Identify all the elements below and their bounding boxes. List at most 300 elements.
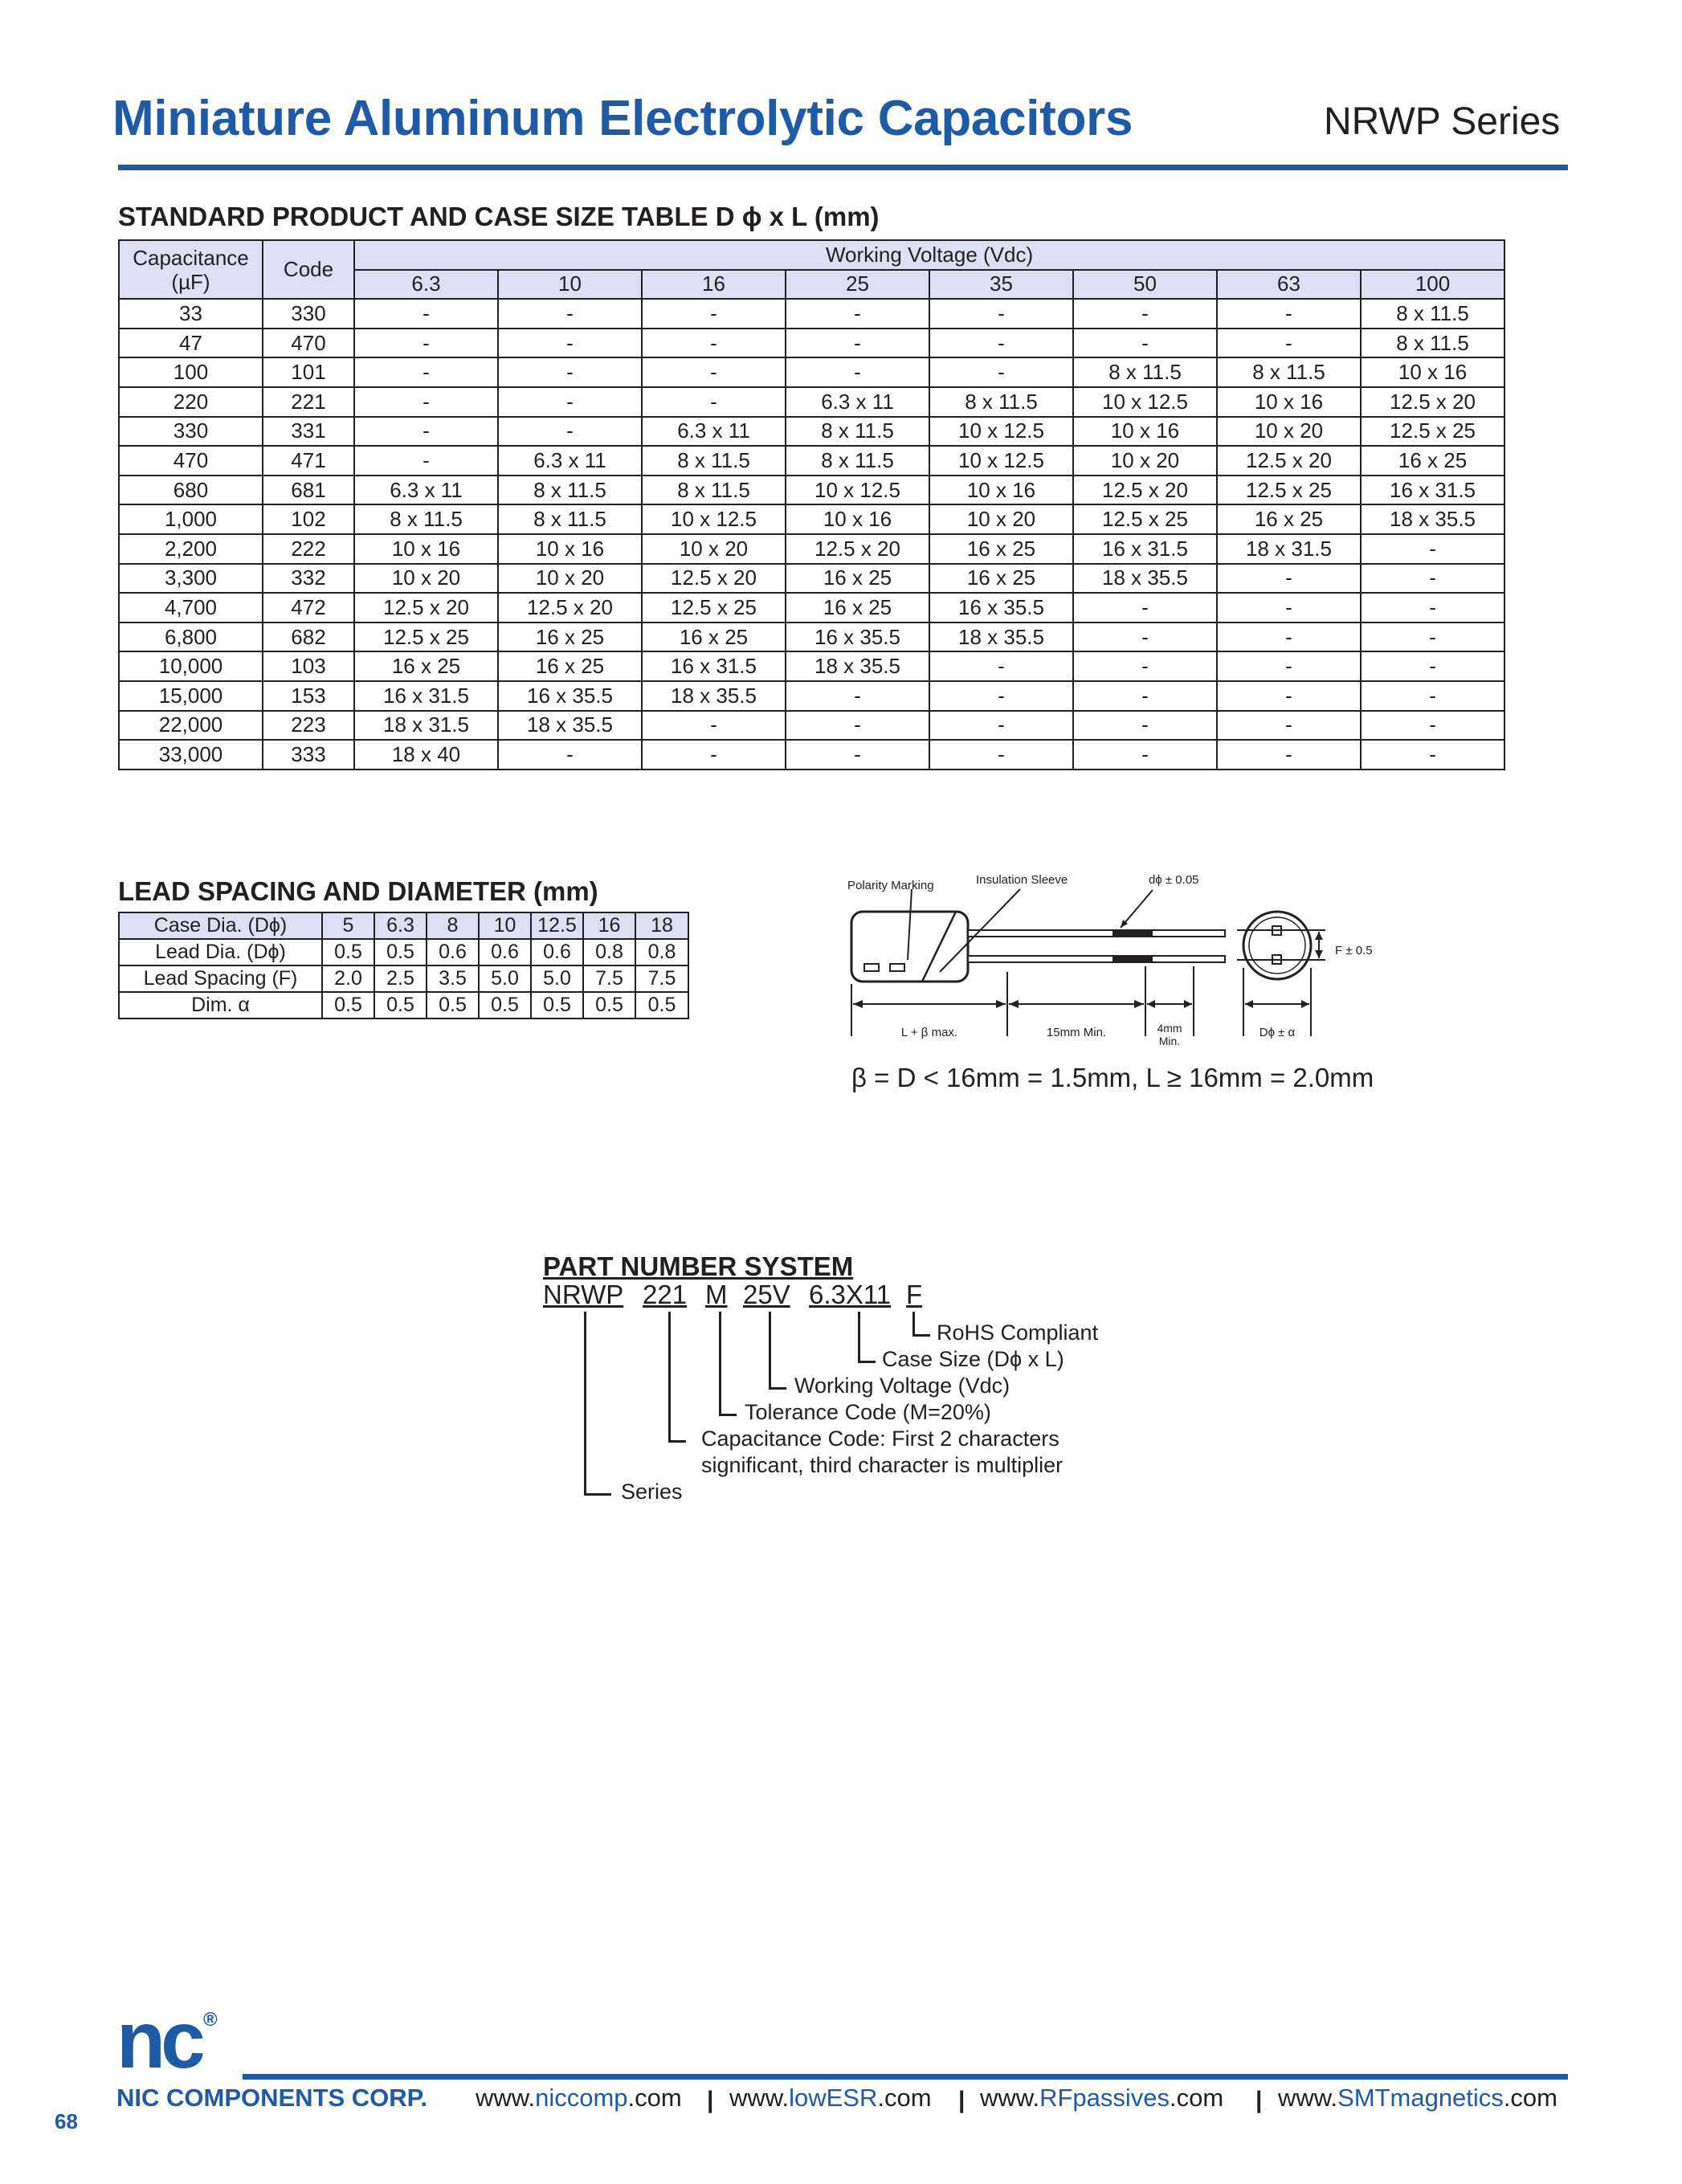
table-row [119, 593, 1504, 623]
part-number-heading: PART NUMBER SYSTEM [543, 1251, 854, 1281]
case-size-cell: - [929, 357, 1073, 387]
case-size-cell: 16 x 25 [929, 564, 1073, 594]
series-description: Series [621, 1480, 683, 1504]
end-view-circle [1243, 912, 1311, 979]
lead-value-cell: 7.5 [635, 965, 688, 992]
lead-table-body [119, 912, 688, 1019]
case-size-cell: - [786, 329, 929, 358]
voltage-header: 35 [929, 270, 1073, 300]
case-size-cell: - [498, 740, 642, 770]
case-size-cell: - [1217, 651, 1361, 681]
case-size-cell: 16 x 35.5 [786, 623, 929, 652]
lead-value-cell: 18 [635, 912, 688, 939]
case-size-cell: - [1073, 593, 1217, 623]
page-title: Miniature Aluminum Electrolytic Capacitors [112, 91, 1133, 146]
case-size-cell: 16 x 31.5 [642, 651, 786, 681]
column-header-code: Code [263, 240, 354, 299]
capacitance-cell: 330 [119, 417, 263, 447]
case-size-cell: - [929, 651, 1073, 681]
case-size-cell: 12.5 x 20 [1073, 476, 1217, 505]
title-divider [118, 165, 1568, 170]
case-size-cell: 10 x 16 [929, 476, 1073, 505]
tree-line [769, 1312, 771, 1389]
voltage-header: 63 [1217, 270, 1361, 300]
case-size-cell: 10 x 12.5 [929, 417, 1073, 447]
lead-value-cell: 0.5 [635, 992, 688, 1019]
capacitance-cell: 4,700 [119, 593, 263, 623]
case-size-cell: - [354, 387, 498, 417]
table-row [119, 711, 1504, 741]
case-size-cell: 10 x 12.5 [786, 476, 929, 505]
voltage-header: 16 [642, 270, 786, 300]
case-size-cell: 18 x 35.5 [1073, 564, 1217, 594]
capacitance-cell: 47 [119, 329, 263, 358]
case-size-cell: 8 x 11.5 [498, 476, 642, 505]
dim-label-4mm-min: Min. [1158, 1035, 1181, 1047]
dim-arrow [1184, 1000, 1192, 1008]
nic-logo [116, 2006, 225, 2071]
code-cell: 682 [263, 623, 354, 652]
case-size-cell: - [1361, 740, 1504, 770]
case-size-cell: 8 x 11.5 [1073, 357, 1217, 387]
column-header-working-voltage: Working Voltage (Vdc) [354, 240, 1504, 270]
lead-band-bottom [1112, 956, 1153, 962]
case-size-cell: - [1073, 681, 1217, 711]
tree-line [584, 1312, 586, 1495]
case-size-cell: 10 x 16 [786, 504, 929, 534]
case-size-cell: - [929, 299, 1073, 329]
case-size-cell: - [1073, 740, 1217, 770]
case-size-cell: - [498, 299, 642, 329]
voltage-header: 100 [1361, 270, 1504, 300]
lead-value-cell: 5 [322, 912, 374, 939]
case-size-cell: - [786, 740, 929, 770]
lead-value-cell: 0.5 [322, 939, 374, 965]
page-number: 68 [55, 2109, 78, 2133]
case-size-description: Case Size (Dϕ x L) [882, 1347, 1064, 1371]
tree-line [668, 1440, 686, 1443]
d-alpha-label: Dϕ ± α [1259, 1026, 1296, 1039]
case-size-cell: 8 x 11.5 [498, 504, 642, 534]
working-voltage-description: Working Voltage (Vdc) [794, 1374, 1010, 1398]
case-size-cell: - [354, 329, 498, 358]
case-size-cell: 10 x 16 [1361, 357, 1504, 387]
case-size-cell: - [1361, 534, 1504, 564]
case-size-cell: - [1217, 711, 1361, 741]
case-size-cell: 16 x 25 [1217, 504, 1361, 534]
table-row [119, 504, 1504, 534]
url-highlight: niccomp [535, 2084, 628, 2112]
url-suffix: .com [627, 2084, 682, 2112]
case-size-cell: - [1217, 299, 1361, 329]
case-size-cell: - [354, 446, 498, 476]
case-size-cell: 12.5 x 25 [1217, 476, 1361, 505]
tree-line [912, 1312, 915, 1336]
lead-value-cell: 2.0 [322, 965, 374, 992]
lead-table-heading: LEAD SPACING AND DIAMETER (mm) [118, 876, 598, 906]
column-header-capacitance: Capacitance (µF) [119, 240, 263, 299]
voltage-header: 25 [786, 270, 929, 300]
logo-text: nc [116, 2006, 201, 2071]
capacitance-cell: 470 [119, 446, 263, 476]
lead-value-cell: 8 [427, 912, 479, 939]
tolerance-description: Tolerance Code (M=20%) [745, 1400, 991, 1424]
case-size-cell: 8 x 11.5 [786, 446, 929, 476]
lead-value-cell: 0.5 [583, 992, 635, 1019]
case-size-cell: - [1217, 623, 1361, 652]
lead-bottom [968, 956, 1225, 962]
lead-row-label: Lead Spacing (F) [119, 965, 322, 992]
lead-value-cell: 0.6 [479, 939, 531, 965]
capacitor-dimension-diagram [843, 872, 1406, 1058]
url-highlight: lowESR [789, 2084, 878, 2112]
case-size-cell: - [1073, 651, 1217, 681]
url-prefix: www. [476, 2084, 536, 2112]
tree-line [584, 1493, 611, 1496]
case-size-cell: 10 x 16 [354, 534, 498, 564]
case-size-cell: - [1073, 329, 1217, 358]
lead-value-cell: 0.5 [479, 992, 531, 1019]
url-separator: | [1255, 2087, 1263, 2113]
case-size-cell: 10 x 20 [929, 504, 1073, 534]
tree-line [858, 1361, 876, 1363]
insulation-sleeve-label: Insulation Sleeve [976, 873, 1068, 887]
code-cell: 102 [263, 504, 354, 534]
capacitance-cell: 33 [119, 299, 263, 329]
table-row [119, 417, 1504, 447]
case-size-cell: - [1361, 564, 1504, 594]
table-row [119, 446, 1504, 476]
url-lowesr[interactable] [729, 2084, 932, 2113]
url-prefix: www. [729, 2084, 790, 2112]
lead-value-cell: 0.5 [322, 992, 374, 1019]
case-size-cell: 12.5 x 20 [354, 593, 498, 623]
case-size-cell: 12.5 x 20 [642, 564, 786, 594]
case-size-cell: 8 x 11.5 [1217, 357, 1361, 387]
code-cell: 471 [263, 446, 354, 476]
dim-arrow [1301, 1000, 1309, 1008]
rohs-description: RoHS Compliant [937, 1321, 1099, 1345]
case-size-cell: - [354, 417, 498, 447]
voltage-header: 10 [498, 270, 642, 300]
case-size-cell: - [642, 711, 786, 741]
case-size-cell: 16 x 35.5 [929, 593, 1073, 623]
footer-divider [243, 2074, 1568, 2080]
url-rfpassives[interactable] [980, 2084, 1223, 2113]
case-size-cell: 16 x 31.5 [1361, 476, 1504, 505]
part-series-code: NRWP [543, 1280, 624, 1309]
case-size-cell: 8 x 11.5 [1361, 299, 1504, 329]
case-size-cell: 12.5 x 25 [642, 593, 786, 623]
case-size-cell: 10 x 20 [1217, 417, 1361, 447]
capacitance-code-description-2: significant, third character is multiplier [701, 1453, 1063, 1477]
lead-value-cell: 0.5 [374, 939, 427, 965]
case-size-cell: - [642, 329, 786, 358]
capacitance-cell: 680 [119, 476, 263, 505]
case-size-cell: - [642, 299, 786, 329]
code-cell: 332 [263, 564, 354, 594]
code-cell: 472 [263, 593, 354, 623]
lead-row-label: Dim. α [119, 992, 322, 1019]
table-row [119, 387, 1504, 417]
lead-spacing-table [118, 912, 689, 1019]
url-smtmagnetics[interactable] [1278, 2084, 1557, 2113]
code-cell: 103 [263, 651, 354, 681]
case-size-cell: 12.5 x 20 [498, 593, 642, 623]
case-size-cell: - [1217, 329, 1361, 358]
capacitance-cell: 220 [119, 387, 263, 417]
case-size-cell: - [1361, 651, 1504, 681]
case-size-cell: 10 x 16 [1073, 417, 1217, 447]
dim-label-4mm: 4mm [1157, 1022, 1182, 1035]
dim-arrow [996, 1000, 1006, 1008]
dim-arrow [1245, 1000, 1253, 1008]
url-separator: | [958, 2087, 966, 2113]
tree-line [769, 1387, 786, 1390]
case-size-cell: 6.3 x 11 [498, 446, 642, 476]
case-size-cell: 10 x 12.5 [642, 504, 786, 534]
lead-row-label: Case Dia. (Dϕ) [119, 912, 322, 939]
table-row [119, 299, 1504, 329]
case-size-cell: 16 x 25 [498, 651, 642, 681]
case-size-cell: - [642, 740, 786, 770]
lead-value-cell: 0.5 [374, 992, 427, 1019]
case-size-cell: 10 x 20 [498, 564, 642, 594]
capacitance-cell: 15,000 [119, 681, 263, 711]
table-row [119, 939, 688, 965]
table-row [119, 740, 1504, 770]
code-cell: 330 [263, 299, 354, 329]
case-size-cell: 12.5 x 25 [1361, 417, 1504, 447]
url-suffix: .com [1503, 2084, 1557, 2112]
code-cell: 223 [263, 711, 354, 741]
dim-label-l-beta: L + β max. [900, 1026, 958, 1039]
capacitance-code-description: Capacitance Code: First 2 characters [701, 1427, 1059, 1451]
case-size-cell: 16 x 25 [1361, 446, 1504, 476]
table-row [119, 912, 688, 939]
code-cell: 221 [263, 387, 354, 417]
code-cell: 470 [263, 329, 354, 358]
case-size-cell: - [786, 681, 929, 711]
case-size-cell: - [498, 417, 642, 447]
case-size-cell: 16 x 25 [786, 593, 929, 623]
lead-value-cell: 12.5 [531, 912, 583, 939]
lead-value-cell: 0.8 [583, 939, 635, 965]
table-row [119, 992, 688, 1019]
lead-value-cell: 0.5 [531, 992, 583, 1019]
dim-label-15mm: 15mm Min. [1046, 1026, 1107, 1039]
case-size-cell: - [1217, 564, 1361, 594]
case-size-cell: - [929, 711, 1073, 741]
case-size-cell: 10 x 16 [1217, 387, 1361, 417]
case-size-cell: 10 x 12.5 [1073, 387, 1217, 417]
lead-value-cell: 3.5 [427, 965, 479, 992]
part-case-size-code: 6.3X11 [809, 1280, 892, 1309]
code-cell: 153 [263, 681, 354, 711]
tree-line [719, 1414, 737, 1416]
lead-row-label: Lead Dia. (Dϕ) [119, 939, 322, 965]
case-size-cell: 8 x 11.5 [1361, 329, 1504, 358]
case-size-cell: 18 x 35.5 [929, 623, 1073, 652]
case-size-cell: - [786, 299, 929, 329]
lead-value-cell: 2.5 [374, 965, 427, 992]
case-size-cell: - [786, 357, 929, 387]
case-size-cell: - [1217, 681, 1361, 711]
case-size-cell: 16 x 25 [929, 534, 1073, 564]
table-row [119, 476, 1504, 505]
lead-value-cell: 0.6 [531, 939, 583, 965]
case-size-cell: 8 x 11.5 [354, 504, 498, 534]
registered-mark: ® [203, 2009, 218, 2031]
case-size-cell: - [786, 711, 929, 741]
company-name: NIC COMPONENTS CORP. [116, 2084, 427, 2112]
case-size-cell: 16 x 25 [786, 564, 929, 594]
case-size-cell: 10 x 20 [1073, 446, 1217, 476]
table-row [119, 623, 1504, 652]
table-row [119, 965, 688, 992]
case-size-cell: 6.3 x 11 [786, 387, 929, 417]
case-size-cell: 8 x 11.5 [786, 417, 929, 447]
case-size-cell: - [354, 299, 498, 329]
code-cell: 101 [263, 357, 354, 387]
case-size-cell: - [929, 740, 1073, 770]
capacitance-cell: 1,000 [119, 504, 263, 534]
case-size-cell: 12.5 x 25 [354, 623, 498, 652]
tree-line [912, 1334, 930, 1337]
case-size-cell: 18 x 31.5 [354, 711, 498, 741]
case-size-cell: - [1217, 740, 1361, 770]
url-suffix: .com [1170, 2084, 1224, 2112]
case-size-cell: 12.5 x 20 [1217, 446, 1361, 476]
lead-value-cell: 10 [479, 912, 531, 939]
case-size-cell: - [929, 681, 1073, 711]
code-cell: 222 [263, 534, 354, 564]
code-cell: 331 [263, 417, 354, 447]
table-header-row [119, 240, 1504, 270]
lead-band-top [1112, 930, 1153, 937]
case-size-cell: 18 x 35.5 [642, 681, 786, 711]
capacitance-cell: 3,300 [119, 564, 263, 594]
part-rohs-code: F [906, 1280, 923, 1309]
f-tolerance-label: F ± 0.5 [1335, 944, 1373, 957]
dim-arrow [1315, 950, 1323, 958]
lead-value-cell: 5.0 [479, 965, 531, 992]
part-capacitance-code: 221 [643, 1280, 688, 1309]
case-size-cell: 8 x 11.5 [642, 476, 786, 505]
dim-arrow [1147, 1000, 1155, 1008]
case-size-cell: 6.3 x 11 [642, 417, 786, 447]
lead-top [968, 930, 1225, 937]
lead-value-cell: 6.3 [374, 912, 427, 939]
voltage-header: 6.3 [354, 270, 498, 300]
table-row [119, 681, 1504, 711]
case-size-cell: - [498, 357, 642, 387]
code-cell: 681 [263, 476, 354, 505]
url-prefix: www. [1278, 2084, 1338, 2112]
capacitance-cell: 33,000 [119, 740, 263, 770]
case-size-cell: 18 x 35.5 [1361, 504, 1504, 534]
tree-line [858, 1312, 860, 1362]
case-size-cell: 10 x 20 [354, 564, 498, 594]
case-size-cell: 6.3 x 11 [354, 476, 498, 505]
capacitance-cell: 22,000 [119, 711, 263, 741]
capacitance-cell: 2,200 [119, 534, 263, 564]
lead-value-cell: 0.6 [427, 939, 479, 965]
standard-table-body [119, 240, 1504, 770]
case-size-cell: - [498, 387, 642, 417]
case-size-cell: 12.5 x 25 [1073, 504, 1217, 534]
voltage-header: 50 [1073, 270, 1217, 300]
case-size-cell: 8 x 11.5 [929, 387, 1073, 417]
url-highlight: SMTmagnetics [1337, 2084, 1504, 2112]
capacitance-cell: 6,800 [119, 623, 263, 652]
capacitance-cell: 10,000 [119, 651, 263, 681]
case-size-cell: - [642, 357, 786, 387]
case-size-cell: 8 x 11.5 [642, 446, 786, 476]
url-prefix: www. [980, 2084, 1040, 2112]
case-size-cell: - [929, 329, 1073, 358]
case-size-cell: - [1073, 299, 1217, 329]
case-size-cell: 10 x 20 [642, 534, 786, 564]
table-row [119, 357, 1504, 387]
lead-dia-label: dϕ ± 0.05 [1149, 873, 1199, 887]
case-size-cell: - [354, 357, 498, 387]
dim-arrow [1009, 1000, 1019, 1008]
case-size-cell: 18 x 40 [354, 740, 498, 770]
standard-product-table [118, 239, 1505, 770]
part-voltage-code: 25V [743, 1280, 790, 1309]
case-size-cell: 12.5 x 20 [786, 534, 929, 564]
case-size-cell: 16 x 35.5 [498, 681, 642, 711]
dim-arrow [1315, 932, 1323, 940]
case-size-cell: 10 x 12.5 [929, 446, 1073, 476]
table-row [119, 564, 1504, 594]
case-size-cell: 18 x 35.5 [786, 651, 929, 681]
case-size-cell: 16 x 31.5 [1073, 534, 1217, 564]
capacitance-cell: 100 [119, 357, 263, 387]
case-size-cell: - [642, 387, 786, 417]
beta-note: β = D < 16mm = 1.5mm, L ≥ 16mm = 2.0mm [851, 1063, 1374, 1092]
case-size-cell: - [1361, 593, 1504, 623]
case-size-cell: 16 x 25 [642, 623, 786, 652]
lead-value-cell: 0.8 [635, 939, 688, 965]
lead-value-cell: 16 [583, 912, 635, 939]
case-size-cell: 10 x 16 [498, 534, 642, 564]
case-size-cell: - [498, 329, 642, 358]
case-size-cell: 18 x 31.5 [1217, 534, 1361, 564]
case-size-cell: - [1217, 593, 1361, 623]
table-row [119, 651, 1504, 681]
url-niccomp[interactable] [476, 2084, 682, 2113]
case-size-cell: 12.5 x 20 [1361, 387, 1504, 417]
lead-value-cell: 7.5 [583, 965, 635, 992]
tree-line [668, 1312, 671, 1442]
url-suffix: .com [877, 2084, 932, 2112]
case-size-cell: 16 x 25 [498, 623, 642, 652]
tree-line [719, 1312, 721, 1415]
case-size-cell: - [1073, 623, 1217, 652]
lead-value-cell: 5.0 [531, 965, 583, 992]
case-size-cell: 16 x 31.5 [354, 681, 498, 711]
case-size-cell: - [1361, 711, 1504, 741]
table-row [119, 329, 1504, 358]
standard-table-heading: STANDARD PRODUCT AND CASE SIZE TABLE D ϕ x L (mm) [118, 202, 880, 231]
url-highlight: RFpassives [1039, 2084, 1170, 2112]
lead-value-cell: 0.5 [427, 992, 479, 1019]
url-separator: | [707, 2087, 714, 2113]
part-tolerance-code: M [705, 1280, 728, 1309]
table-row [119, 534, 1504, 564]
